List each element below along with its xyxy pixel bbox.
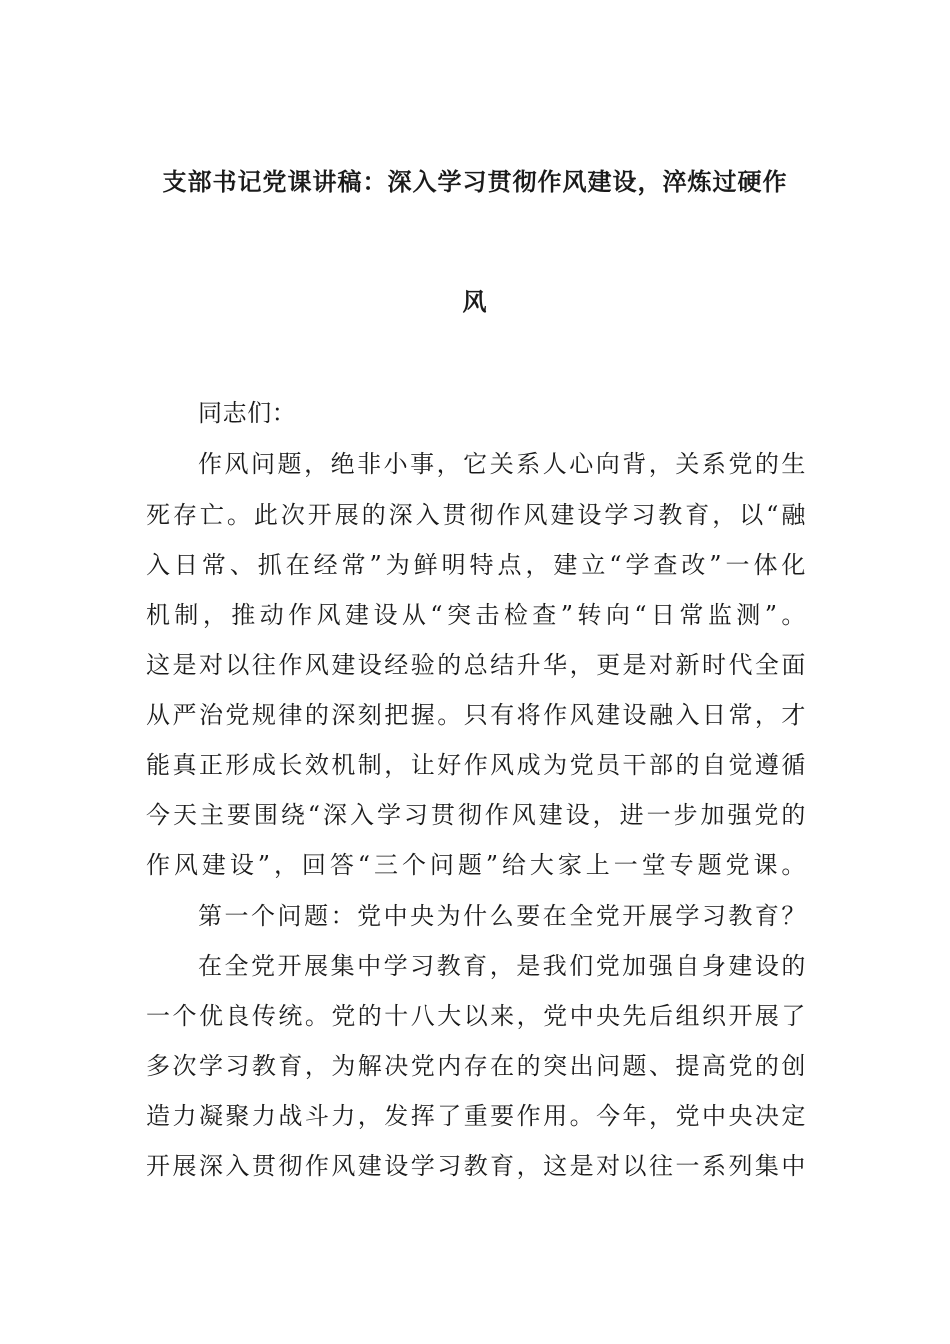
body-line: 造力凝聚力战斗力，发挥了重要作用。今年，党中央决定 — [146, 1102, 806, 1130]
body-line: 一个优良传统。党的十八大以来，党中央先后组织开展了 — [146, 1002, 806, 1030]
body-line: 能真正形成长效机制，让好作风成为党员干部的自觉遵循 — [146, 751, 806, 779]
body-line: 机制，推动作风建设从“突击检查”转向“日常监测”。 — [146, 601, 806, 629]
section-heading: 第一个问题：党中央为什么要在全党开展学习教育？ — [198, 902, 806, 930]
body-line: 死存亡。此次开展的深入贯彻作风建设学习教育，以“融 — [146, 501, 806, 529]
body-line: 作风问题，绝非小事，它关系人心向背，关系党的生 — [198, 450, 806, 478]
body-line: 多次学习教育，为解决党内存在的突出问题、提高党的创 — [146, 1052, 806, 1080]
salutation: 同志们： — [198, 399, 297, 427]
body-line: 在全党开展集中学习教育，是我们党加强自身建设的 — [198, 952, 806, 980]
body-line: 开展深入贯彻作风建设学习教育，这是对以往一系列集中 — [146, 1152, 806, 1180]
body-line: 这是对以往作风建设经验的总结升华，更是对新时代全面 — [146, 651, 806, 679]
body-line: 今天主要围绕“深入学习贯彻作风建设，进一步加强党的 — [146, 801, 806, 829]
document-title-line-1: 支部书记党课讲稿：深入学习贯彻作风建设，淬炼过硬作 — [162, 168, 788, 196]
body-line: 从严治党规律的深刻把握。只有将作风建设融入日常，才 — [146, 701, 806, 729]
body-line: 入日常、抓在经常”为鲜明特点，建立“学查改”一体化 — [146, 551, 806, 579]
document-title-line-2: 风 — [462, 288, 488, 316]
body-line: 作风建设”，回答“三个问题”给大家上一堂专题党课。 — [146, 851, 806, 879]
